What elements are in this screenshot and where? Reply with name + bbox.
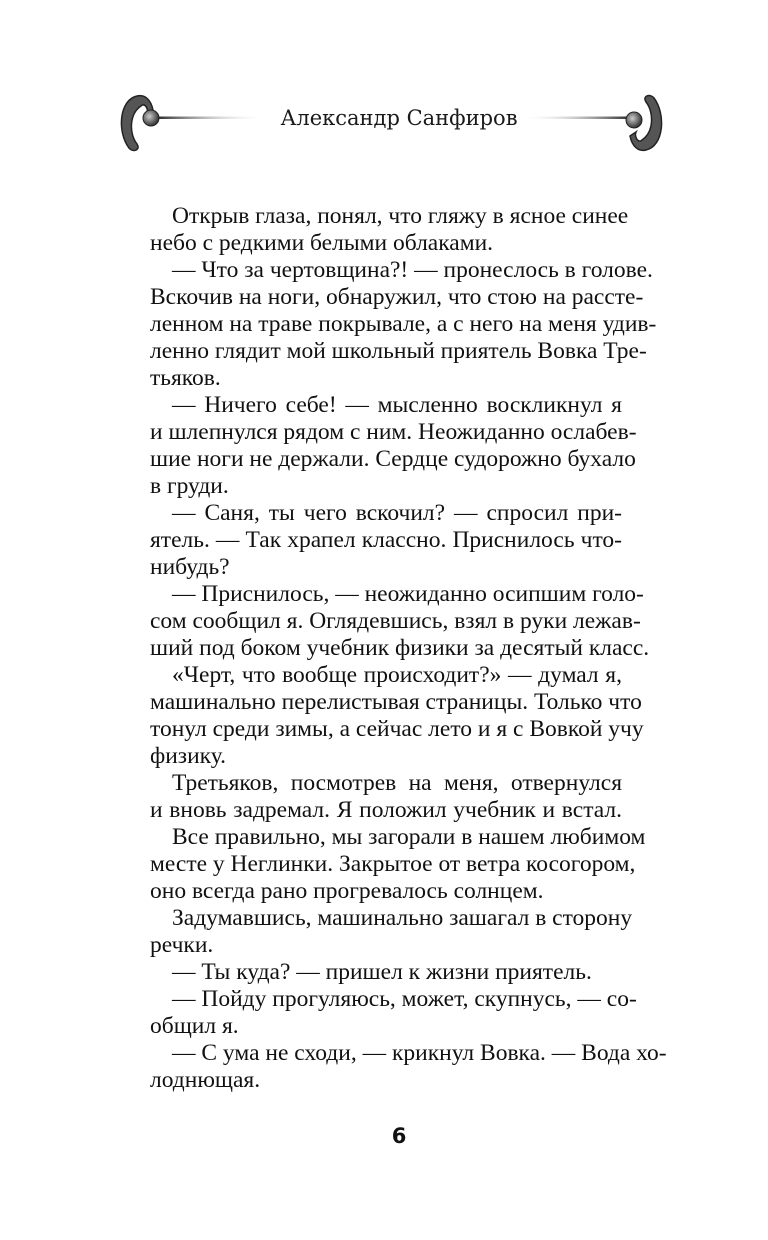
text-line: — Ничего себе! — мысленно воскликнул я (172, 392, 622, 418)
text-line: тьяков. (150, 365, 221, 391)
ornament-right-icon (500, 92, 680, 154)
text-line: месте у Неглинки. Закрытое от ветра косогором, (150, 851, 636, 877)
page-body-text (150, 203, 667, 1094)
text-line: ший под боком учебник физики за десятый класс. (150, 635, 650, 661)
text-line: Третьяков, посмотрев на меня, отвернулся (172, 770, 622, 796)
text-line: Задумавшись, машинально зашагал в сторону (172, 905, 633, 931)
text-line: тонул среди зимы, а сейчас лето и я с Вовкой учу (150, 716, 644, 742)
text-line: и шлепнулся рядом с ним. Неожиданно ослабев- (150, 419, 637, 445)
text-line: ленно глядит мой школьный приятель Вовка Тре- (150, 338, 647, 364)
text-line: — С ума не сходи, — крикнул Вовка. — Вода хо- (172, 1040, 667, 1066)
text-line: лоднющая. (150, 1067, 261, 1093)
text-line: Вскочив на ноги, обнаружил, что стою на рассте- (150, 284, 644, 310)
text-line: — Пойду прогуляюсь, может, скупнусь, — со- (172, 986, 637, 1012)
text-line: физику. (150, 743, 227, 769)
text-line: Открыв глаза, понял, что гляжу в ясное синее (172, 203, 629, 229)
text-line: машинально перелистывая страницы. Только что (150, 689, 642, 715)
text-line: нибудь? (150, 554, 230, 580)
text-line: — Ты куда? — пришел к жизни приятель. (172, 959, 592, 985)
text-line: ятель. — Так храпел классно. Приснилось что- (150, 527, 622, 553)
text-line: Все правильно, мы загорали в нашем любимом (172, 824, 646, 850)
text-line: шие ноги не держали. Сердце судорожно бухало (150, 446, 636, 472)
text-line: — Что за чертовщина?! — пронеслось в голове. (172, 257, 653, 283)
page-number: 6 (391, 1124, 407, 1148)
text-line: — Саня, ты чего вскочил? — спросил при- (172, 500, 622, 526)
text-line: — Приснилось, — неожиданно осипшим голо- (172, 581, 644, 607)
text-line: небо с редкими белыми облаками. (150, 230, 494, 256)
text-line: ленном на траве покрывале, а с него на меня удив- (150, 311, 657, 337)
text-line: «Черт, что вообще происходит?» — думал я, (172, 662, 622, 688)
running-header-author: Александр Санфиров (280, 106, 518, 130)
text-line: сом сообщил я. Оглядевшись, взял в руки лежав- (150, 608, 641, 634)
text-line: речки. (150, 932, 214, 958)
text-line: в груди. (150, 473, 229, 499)
text-line: общил я. (150, 1013, 239, 1039)
text-line: и вновь задремал. Я положил учебник и встал. (150, 797, 622, 823)
text-line: оно всегда рано прогревалось солнцем. (150, 878, 544, 904)
